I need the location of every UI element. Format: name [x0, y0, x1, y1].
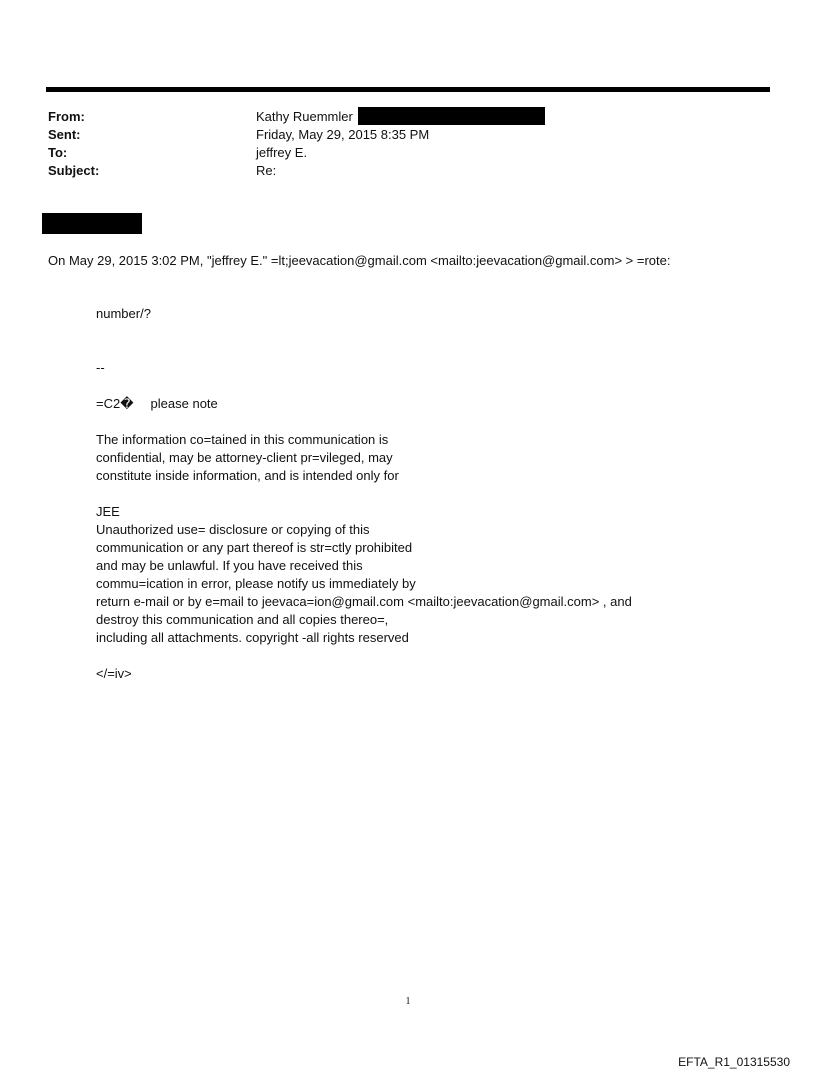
body-line: constitute inside information, and is intended only for	[96, 468, 399, 483]
from-label: From:	[48, 109, 85, 124]
body-line: JEE	[96, 504, 120, 519]
body-line: communication or any part thereof is str=ctly prohibited	[96, 540, 413, 555]
quote-intro: On May 29, 2015 3:02 PM, "jeffrey E." =lt;jeevacation@gmail.com <mailto:jeevacation@gmail.com> > =rote:	[48, 253, 671, 268]
body-line: The information co=tained in this communication is	[96, 432, 389, 447]
subject-value: Re:	[256, 163, 277, 178]
signature-dash: --	[96, 360, 105, 375]
header-rule	[46, 87, 770, 92]
redaction-block	[358, 107, 545, 125]
body-line: number/?	[96, 306, 151, 321]
sent-value: Friday, May 29, 2015 8:35 PM	[256, 127, 430, 142]
body-line: confidential, may be attorney-client pr=vileged, may	[96, 450, 393, 465]
body-line: including all attachments. copyright -all rights reserved	[96, 630, 409, 645]
document-id: EFTA_R1_01315530	[678, 1055, 790, 1069]
body-line: destroy this communication and all copies thereo=,	[96, 612, 389, 627]
from-value: Kathy Ruemmler	[256, 109, 353, 124]
closing-tag: </=iv>	[96, 666, 132, 681]
signature-note	[96, 395, 218, 413]
to-value: jeffrey E.	[256, 145, 308, 160]
body-line: return e-mail or by e=mail to jeevaca=ion@gmail.com <mailto:jeevacation@gmail.com> , and	[96, 594, 632, 609]
to-label: To:	[48, 145, 68, 160]
page-number: 1	[405, 996, 411, 1007]
body-line: and may be unlawful. If you have received this	[96, 558, 363, 573]
body-line: commu=ication in error, please notify us immediately by	[96, 576, 416, 591]
encoded-prefix: =C2�	[96, 396, 134, 411]
body-line: Unauthorized use= disclosure or copying of this	[96, 522, 370, 537]
subject-label: Subject:	[48, 163, 100, 178]
sent-label: Sent:	[48, 127, 81, 142]
please-note-text: please note	[150, 396, 218, 411]
redaction-block	[42, 213, 142, 234]
